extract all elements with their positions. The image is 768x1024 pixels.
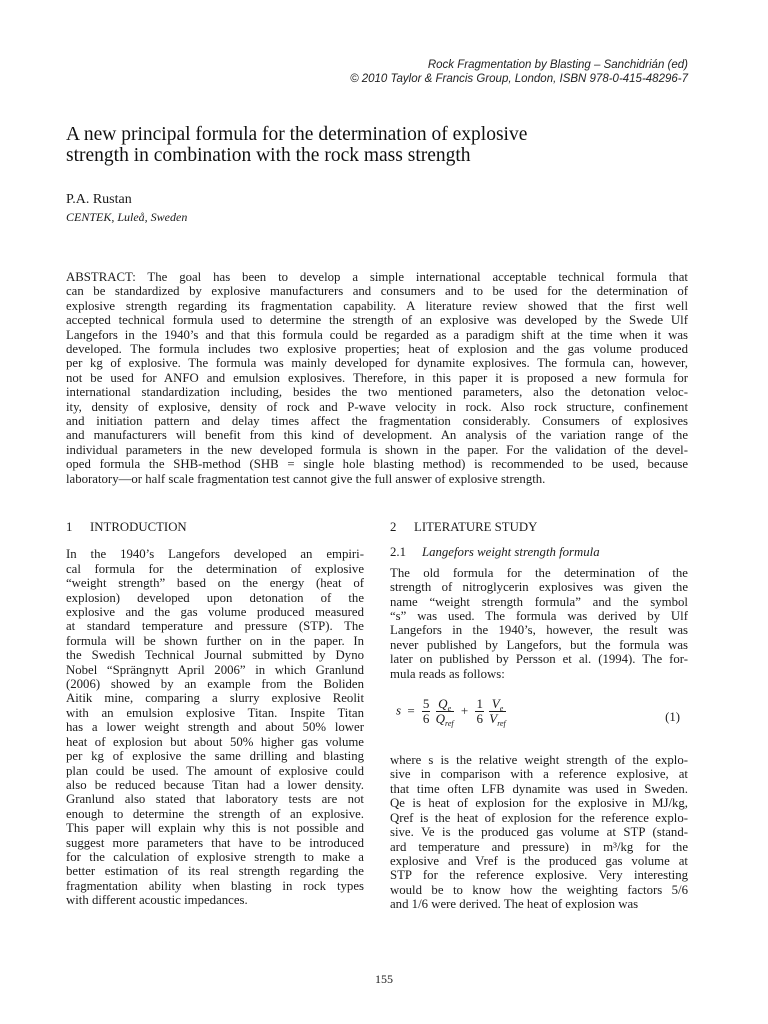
section-number: 2 [390, 520, 397, 534]
text-line: and 1/6 were derived. The heat of explosion was [390, 897, 639, 912]
text-line: ABSTRACT: The goal has been to develop a simple international acceptable technical formula that [66, 270, 688, 284]
subsection-title: Langefors weight strength formula [422, 545, 600, 560]
text-line: This paper will explain why this is not possible and [66, 821, 364, 836]
text-line: In the 1940’s Langefors developed an empiri- [66, 547, 364, 562]
text-line: would be to know how the weighting factors 5/6 [390, 882, 688, 897]
author-affiliation: CENTEK, Luleå, Sweden [66, 210, 188, 224]
eq-lhs: s [396, 702, 402, 718]
text-line: fragmentation ability when blasting in rock types [66, 878, 364, 893]
text-line: explosive and the gas volume produced measured [66, 605, 364, 620]
text-line: strength of nitroglycerin explosives was given the [390, 580, 688, 595]
text-line: explosive strength regarding its fragmentation capability. A literature review showed that the first well [66, 298, 688, 313]
subsection-number: 2.1 [390, 545, 406, 560]
text-line: and manufacturers will benefit from this kind of development. An analysis of the variation range of the [66, 428, 688, 443]
subsection-heading [390, 545, 688, 559]
text-line: oped formula the SHB-method (SHB = single hole blasting method) is recommended to be used, because [66, 457, 688, 472]
text-line: international standardization including, besides the two mentioned parameters, also the detonation veloc- [66, 385, 688, 400]
text-line: Nobel “Sprängnytt April 2006” in which Granlund [66, 662, 364, 677]
text-line: “s” was used. The formula was derived by Ulf [390, 609, 688, 624]
text-line: explosive and Vref is the produced gas volume at [390, 853, 688, 868]
text-line: sive. Ve is the produced gas volume at STP (stand- [390, 825, 688, 840]
text-line: at standard temperature and pressure (STP). The [66, 619, 364, 634]
eq-fraction: $\frac{Q_e}{Q_{ref}}$ [435, 696, 454, 729]
text-line: also be reduced because Titan had a lower density. [66, 777, 364, 792]
text-line: suggest more parameters that have to be introduced [66, 835, 364, 850]
text-line: STP for the reference explosive. Very interesting [390, 868, 688, 883]
text-line: with an emulsion explosive Titan. Inspite Titan [66, 705, 364, 720]
header-copyright: © 2010 Taylor & Francis Group, London, ISBN 978-0-415-48296-7 [350, 73, 688, 85]
text-line: for the calculation of explosive strength to make a [66, 849, 364, 864]
text-line: ard temperature and pressure) in m³/kg for the [390, 839, 688, 854]
abstract [66, 270, 688, 486]
text-line: formula will be shown further on in the paper. In [66, 633, 364, 648]
text-line: explosion) developed upon detonation of the [66, 590, 364, 605]
author-name: P.A. Rustan [66, 192, 132, 207]
header-book-title: Rock Fragmentation by Blasting – Sanchidrián (ed) [427, 59, 688, 71]
text-line: ity, density of explosive, density of rock and P-wave velocity in rock. Also rock structure, confinement [66, 399, 688, 414]
text-line: (2006) showed by an example from the Boliden [66, 677, 364, 692]
text-line: developed. The formula includes two explosive properties; heat of explosion and the gas volume produced [66, 342, 688, 357]
text-line: per kg of explosive the same drilling and blasting [66, 749, 364, 764]
section-heading-literature-study [390, 520, 688, 534]
equation-number: (1) [665, 710, 680, 725]
equation-1 [390, 693, 688, 741]
text-line: Langefors in the 1940’s and that this formula could be regarded as a paradigm shift at the time when it was [66, 327, 688, 342]
page-number: 155 [375, 972, 393, 986]
text-line: The old formula for the determination of the [390, 565, 688, 580]
text-line: Qref is the heat of explosion for the reference explo- [390, 810, 688, 825]
eq-plus: + [460, 703, 469, 719]
text-line: individual parameters in the new developed formula is shown in the paper. For the validation of the devel- [66, 442, 688, 457]
title-line: strength in combination with the rock mass strength [66, 145, 471, 166]
text-line: sive in comparison with a reference explosive, at [390, 767, 688, 782]
text-line: and initiation pattern and delay times affect the fragmentation considerably. Consumers of explosives [66, 414, 688, 429]
paper-title [66, 124, 706, 166]
title-line: A new principal formula for the determination of explosive [66, 124, 528, 145]
left-column [66, 520, 364, 908]
section-title: LITERATURE STUDY [414, 520, 538, 534]
text-line: never published by Langefors, but the formula was [390, 637, 688, 652]
section-title: INTRODUCTION [90, 520, 187, 534]
section-heading-introduction [66, 520, 364, 534]
text-line: Langefors in the 1940’s, however, the result was [390, 623, 688, 638]
text-line: Granlund also stated that laboratory tests are not [66, 792, 364, 807]
text-line: Aitik mine, comparing a slurry explosive Reolit [66, 691, 364, 706]
literature-paragraph [390, 566, 688, 681]
text-line: with different acoustic impedances. [66, 893, 248, 908]
text-line: laboratory—or half scale fragmentation test cannot give the full answer of explosive strength. [66, 471, 546, 486]
eq-fraction: $\frac{V_e}{V_{ref}}$ [489, 696, 506, 729]
text-line: that time often LFB dynamite was used in Sweden. [390, 781, 688, 796]
text-line: better estimation of its real strength regarding the [66, 864, 364, 879]
text-line: enough to determine the strength of an explosive. [66, 806, 364, 821]
text-line: Qe is heat of explosion for the explosive in MJ/kg, [390, 796, 688, 811]
eq-fraction: $\frac{1}{6}$ [476, 696, 483, 727]
introduction-paragraph [66, 547, 364, 907]
text-line: not be used for ANFO and emulsion explosives. Therefore, in this paper it is proposed a new formula for [66, 370, 688, 385]
section-number: 1 [66, 520, 73, 534]
text-line: per kg of explosive. The formula was mainly developed for dynamite explosives. The formula can, however, [66, 356, 688, 371]
text-line: mula reads as follows: [390, 666, 505, 681]
literature-paragraph-continued [390, 753, 688, 911]
text-line: “weight strength” based on the energy (heat of [66, 576, 364, 591]
text-line: later on published by Persson et al. (1994). The for- [390, 652, 688, 667]
text-line: name “weight strength formula” and the symbol [390, 594, 688, 609]
right-column [390, 520, 688, 912]
eq-equals: = [407, 703, 415, 719]
text-line: can be standardized by explosive manufacturers and consumers and to be used for the determination of [66, 284, 688, 299]
text-line: heat of explosion but about 50% higher gas volume [66, 734, 364, 749]
running-header [350, 58, 688, 86]
eq-fraction: $\frac{5}{6}$ [422, 696, 430, 727]
text-line: the Swedish Technical Journal submitted by Dyno [66, 648, 364, 663]
text-line: plan could be used. The amount of explosive could [66, 763, 364, 778]
text-line: accepted technical formula used to determine the strength of an explosive was developed by the Swede Ulf [66, 313, 688, 328]
text-line: where s is the relative weight strength of the explo- [390, 753, 688, 768]
equation-body [396, 696, 507, 729]
text-line: has a lower weight strength and about 50% lower [66, 720, 364, 735]
text-line: cal formula for the determination of explosive [66, 561, 364, 576]
